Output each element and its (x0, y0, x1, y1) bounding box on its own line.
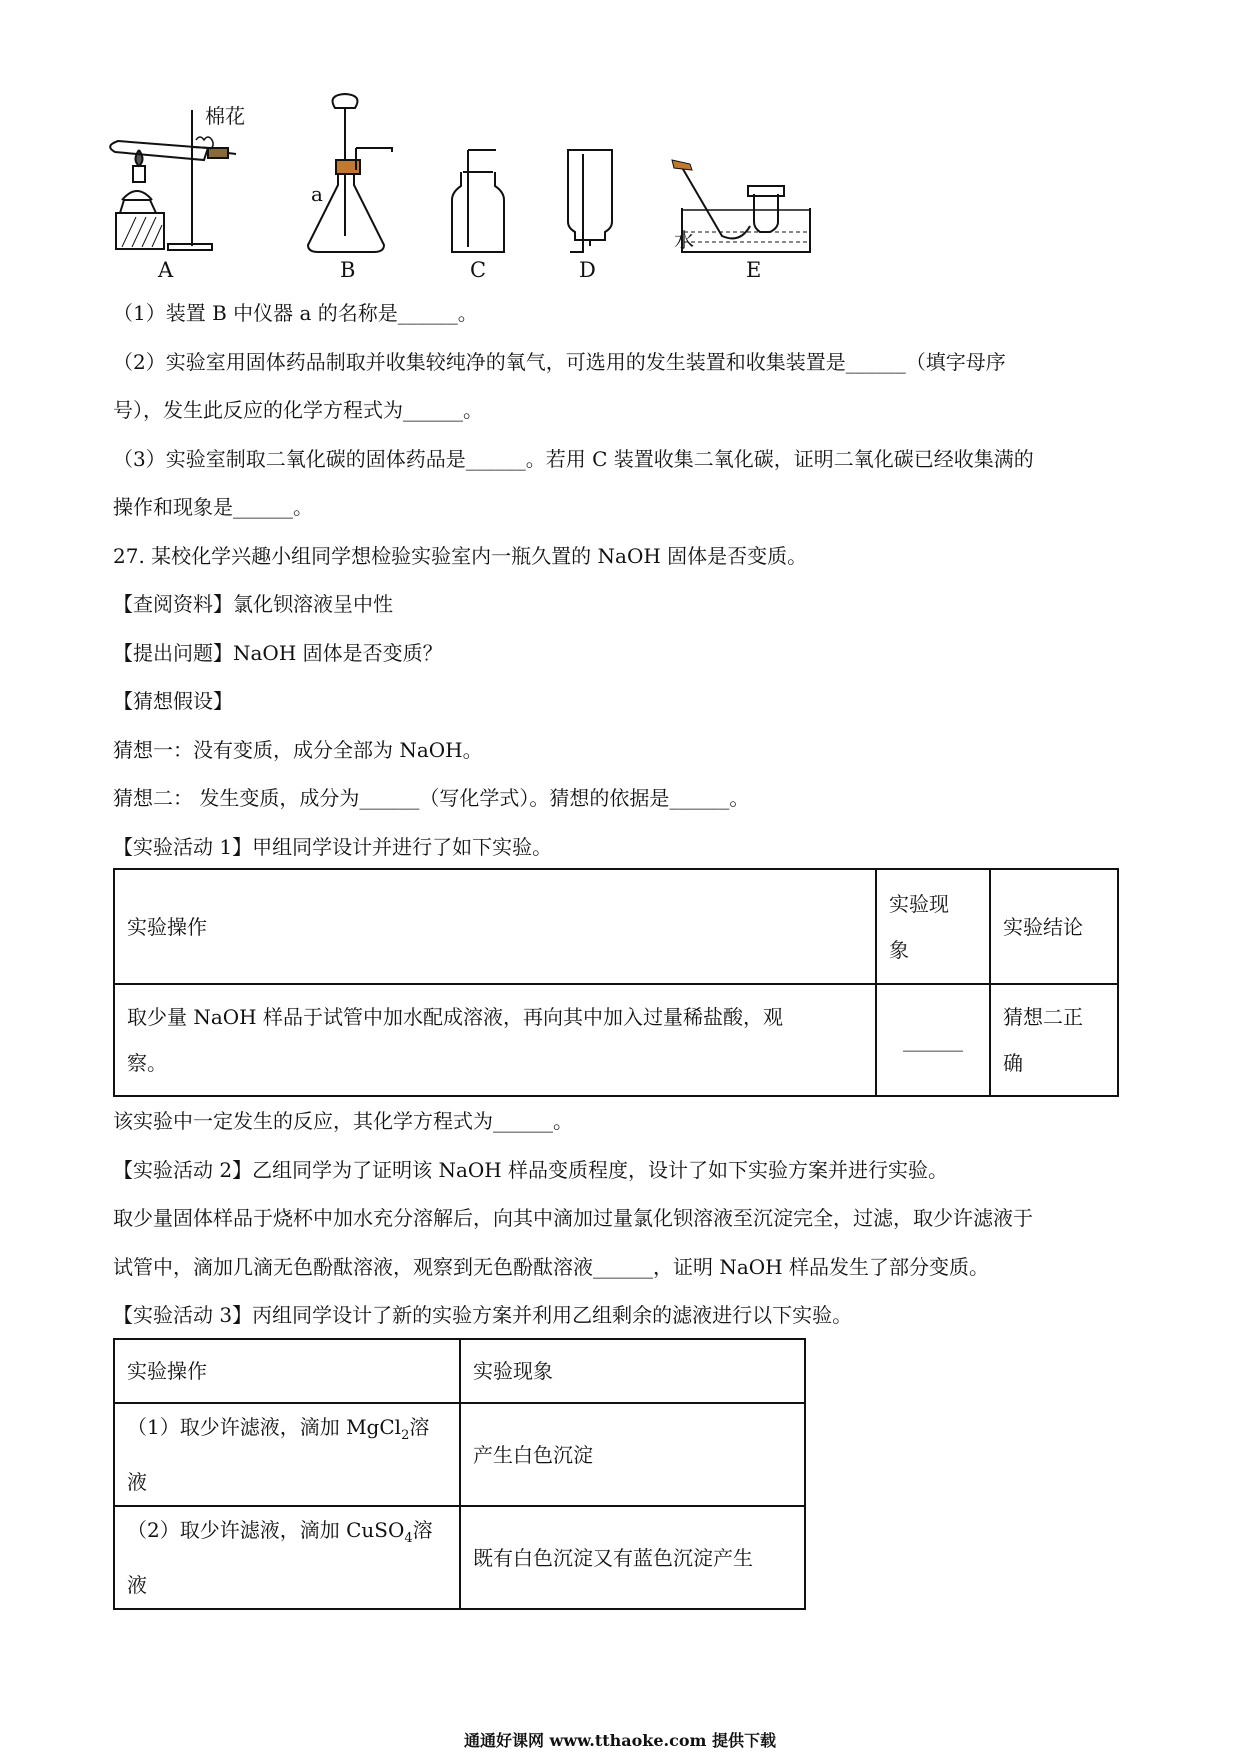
cotton-label: 棉花 (205, 104, 245, 128)
q26-part2-line1: （2）实验室用固体药品制取并收集较纯净的氧气，可选用的发生装置和收集装置是______（填字母序 (113, 350, 1006, 374)
figure-label-a: A (158, 258, 174, 282)
figure-label-b: B (340, 258, 356, 282)
figure-label-c: C (470, 258, 487, 282)
table2-row1-phenomenon: 产生白色沉淀 (460, 1403, 805, 1506)
q27-info: 【查阅资料】氯化钡溶液呈中性 (113, 592, 393, 616)
q27-equation: 该实验中一定发生的反应，其化学方程式为______。 (113, 1109, 573, 1133)
q27-activity-2-line1: 取少量固体样品于烧杯中加水充分溶解后，向其中滴加过量氯化钡溶液至沉淀完全，过滤，取少许滤液于 (113, 1206, 1033, 1230)
table1-conclusion-cell: 猜想二正 确 (990, 984, 1118, 1096)
instrument-a-label: a (311, 182, 323, 206)
q26-part2-line2: 号），发生此反应的化学方程式为______。 (113, 398, 483, 422)
table1-phenomenon-blank: ______ (876, 984, 990, 1096)
q26-part3-line1: （3）实验室制取二氧化碳的固体药品是______。若用 C 装置收集二氧化碳，证明二氧化碳已经收集满的 (113, 447, 1034, 471)
q27-intro: 27. 某校化学兴趣小组同学想检验实验室内一瓶久置的 NaOH 固体是否变质。 (113, 544, 808, 568)
table-row (114, 1506, 805, 1609)
q27-hypothesis-title: 【猜想假设】 (113, 689, 233, 713)
q27-question: 【提出问题】NaOH 固体是否变质？ (113, 641, 443, 665)
table-row (114, 984, 1118, 1096)
q27-activity-2: 【实验活动 2】乙组同学为了证明该 NaOH 样品变质程度，设计了如下实验方案并进行实验。 (113, 1158, 949, 1182)
table1-header-conclusion: 实验结论 (990, 869, 1118, 984)
q27-activity-2-line2: 试管中，滴加几滴无色酚酞溶液，观察到无色酚酞溶液______，证明 NaOH 样品发生了部分变质。 (113, 1255, 989, 1279)
table2-row1-operation: （1）取少许滤液，滴加 MgCl$_2$溶液 (114, 1403, 460, 1506)
apparatus-a (110, 110, 236, 250)
table-row (114, 1403, 805, 1506)
q27-activity-3: 【实验活动 3】丙组同学设计了新的实验方案并利用乙组剩余的滤液进行以下实验。 (113, 1303, 853, 1327)
water-label: 水 (674, 228, 694, 252)
table1-header-phenomenon: 实验现 象 (876, 869, 990, 984)
table2-row2-operation: （2）取少许滤液，滴加 CuSO$_4$溶液 (114, 1506, 460, 1609)
apparatus-e (680, 164, 810, 252)
table1-operation-cell: 取少量 NaOH 样品于试管中加水配成溶液，再向其中加入过量稀盐酸，观 察。 (114, 984, 876, 1096)
q26-part3-line2: 操作和现象是______。 (113, 495, 313, 519)
q27-hypothesis-2: 猜想二： 发生变质，成分为______（写化学式）。猜想的依据是______。 (113, 786, 750, 810)
table-row (114, 869, 1118, 984)
table2-header-phenomenon: 实验现象 (460, 1339, 805, 1403)
figure-label-e: E (746, 258, 762, 282)
hatch-block (122, 217, 162, 247)
q27-activity-1: 【实验活动 1】甲组同学设计并进行了如下实验。 (113, 835, 553, 859)
apparatus-b (308, 94, 392, 252)
apparatus-c (452, 150, 504, 252)
table1-header-operation: 实验操作 (114, 869, 876, 984)
q26-part1: （1）装置 B 中仪器 a 的名称是______。 (113, 301, 478, 325)
q27-hypothesis-1: 猜想一：没有变质，成分全部为 NaOH。 (113, 738, 483, 762)
experiment-table-1 (113, 868, 1119, 1097)
figure-label-d: D (579, 258, 596, 282)
experiment-table-2 (113, 1338, 806, 1610)
page-footer: 通通好课网 www.tthaoke.com 提供下载 (463, 1731, 777, 1750)
table-row (114, 1339, 805, 1403)
table2-header-operation: 实验操作 (114, 1339, 460, 1403)
apparatus-d (568, 150, 612, 252)
table2-row2-phenomenon: 既有白色沉淀又有蓝色沉淀产生 (460, 1506, 805, 1609)
